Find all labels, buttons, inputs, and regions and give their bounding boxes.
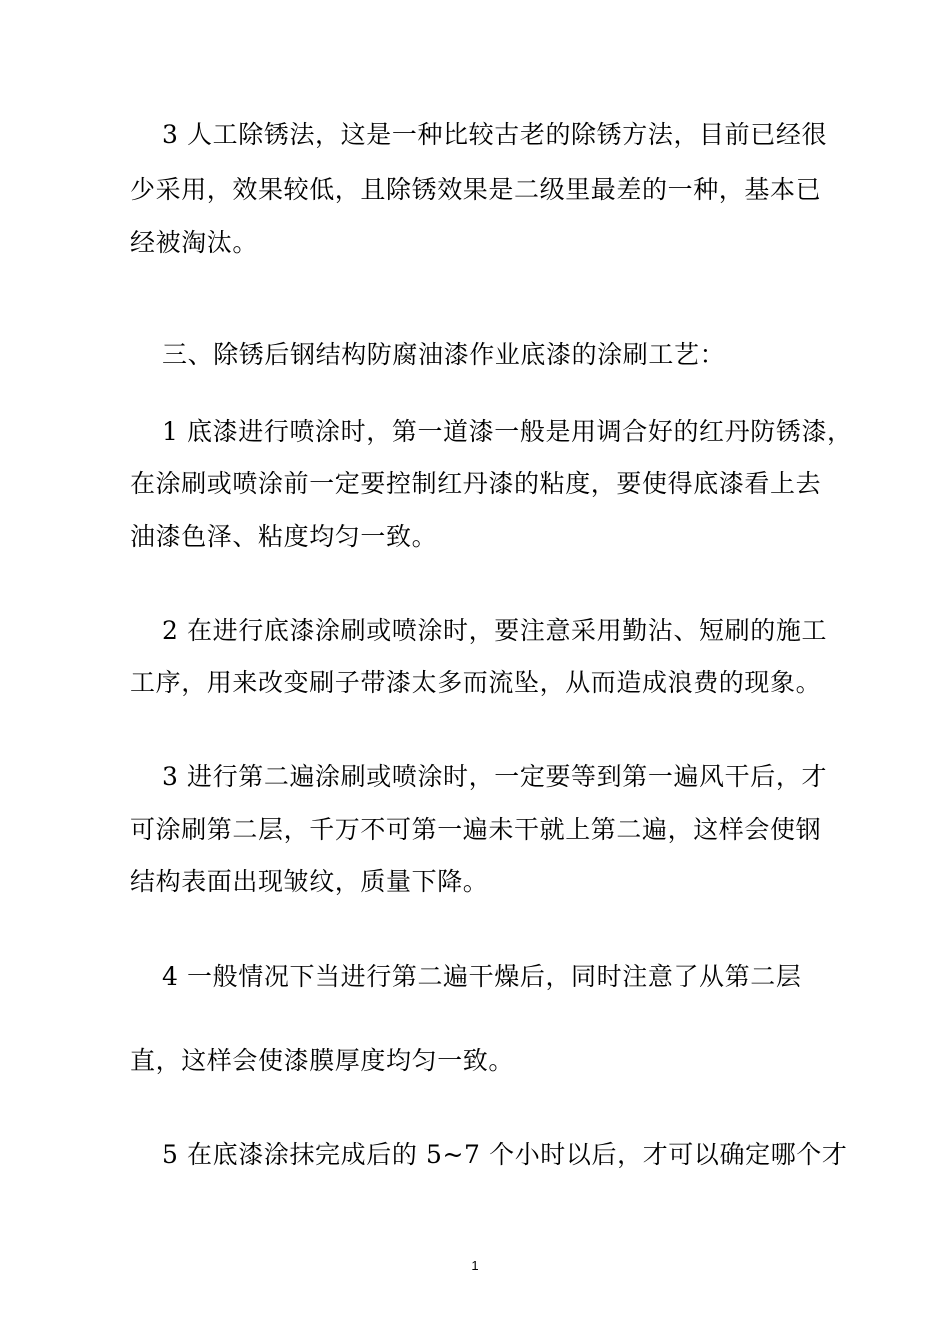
paragraph-line: 可涂刷第二层，千万不可第一遍未干就上第二遍，这样会使钢 bbox=[130, 815, 822, 844]
paragraph-line: 少采用，效果较低，且除锈效果是二级里最差的一种，基本已 bbox=[130, 175, 822, 204]
paragraph-line: 直，这样会使漆膜厚度均匀一致。 bbox=[130, 1046, 515, 1075]
paragraph-line: 3 进行第二遍涂刷或喷涂时，一定要等到第一遍风干后，才 bbox=[162, 762, 828, 791]
paragraph-line: 3 人工除锈法，这是一种比较古老的除锈方法，目前已经很 bbox=[162, 120, 828, 149]
page-number: 1 bbox=[471, 1258, 479, 1273]
paragraph-line: 工序，用来改变刷子带漆太多而流坠，从而造成浪费的现象。 bbox=[130, 668, 822, 697]
section-heading: 三、除锈后钢结构防腐油漆作业底漆的涂刷工艺： bbox=[162, 340, 726, 369]
paragraph-line: 1 底漆进行喷涂时，第一道漆一般是用调合好的红丹防锈漆， bbox=[162, 417, 853, 446]
paragraph-line: 4 一般情况下当进行第二遍干燥后，同时注意了从第二层 bbox=[162, 962, 802, 991]
paragraph-line: 在涂刷或喷涂前一定要控制红丹漆的粘度，要使得底漆看上去 bbox=[130, 469, 822, 498]
paragraph-line: 2 在进行底漆涂刷或喷涂时，要注意采用勤沾、短刷的施工 bbox=[162, 616, 828, 645]
paragraph-line: 结构表面出现皱纹，质量下降。 bbox=[130, 867, 489, 896]
paragraph-line: 5 在底漆涂抹完成后的 5~7 个小时以后，才可以确定哪个才 bbox=[162, 1140, 848, 1169]
paragraph-line: 油漆色泽、粘度均匀一致。 bbox=[130, 522, 438, 551]
paragraph-line: 经被淘汰。 bbox=[130, 228, 259, 257]
